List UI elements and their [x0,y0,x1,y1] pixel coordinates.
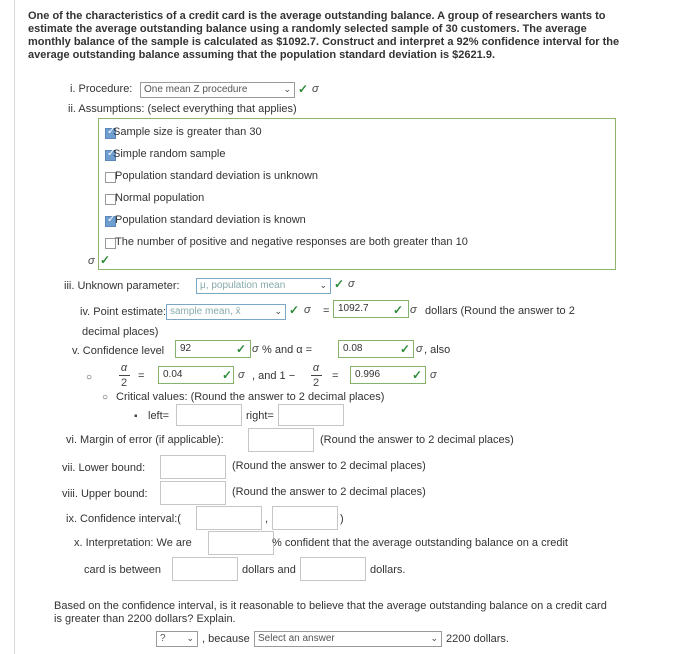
circle-bullet-icon: ○ [102,392,109,403]
interp-mid: % confident that the average outstanding balance on a credit [272,537,568,549]
lower-note: (Round the answer to 2 decimal places) [232,460,426,472]
assumption-label-5: The number of positive and negative responses are both greater than 10 [115,236,468,248]
chevron-down-icon: ⌄ [430,633,438,643]
sigma-icon: σ [88,255,95,267]
unknown-param-label: iii. Unknown parameter: [64,280,180,292]
check-icon: ✓ [298,82,309,96]
assumptions-label: ii. Assumptions: (select everything that applies) [68,103,297,115]
procedure-select[interactable] [140,82,295,98]
interp-lower-input[interactable] [172,557,238,581]
alpha-input[interactable]: 0.08 [338,340,414,358]
interp-pct-input[interactable] [208,531,274,555]
interp-label: x. Interpretation: We are [74,537,192,549]
ci-upper-input[interactable] [272,506,338,530]
question-text: Based on the confidence interval, is it reasonable to believe that the average outstanding balance on a credit card is greater than 2200 dollars? Explain. [54,600,607,625]
check-icon: ✓ [400,342,411,356]
alpha-numerator-2: α [312,362,320,374]
check-icon: ✓ [393,303,404,317]
unknown-param-select[interactable] [196,278,331,294]
point-estimate-equals: = [323,305,330,317]
assumption-label-4: Population standard deviation is known [115,214,306,226]
upper-label: viii. Upper bound: [62,488,148,500]
answer-select[interactable] [254,631,442,647]
critical-right-input[interactable] [278,404,344,426]
interp-line2c: dollars. [370,564,406,576]
chevron-down-icon: ⌄ [283,84,291,94]
sigma-icon: σ [304,304,311,316]
point-estimate-suffix: dollars (Round the answer to 2 [425,305,575,317]
assumption-label-1: Simple random sample [113,148,226,160]
fraction-bar [119,375,130,376]
check-icon: ✓ [100,253,111,267]
chevron-down-icon: ⌄ [186,633,194,643]
and-one-minus: , and 1 − [252,370,296,382]
confidence-label: v. Confidence level [72,345,165,357]
assumption-label-2: Population standard deviation is unknown [115,170,319,182]
check-icon: ✓ [222,368,233,382]
upper-note: (Round the answer to 2 decimal places) [232,486,426,498]
ci-comma: , [265,513,269,525]
one-minus-equals: = [332,370,339,382]
confidence-input[interactable]: 92 [175,340,251,358]
critical-left-input[interactable] [176,404,242,426]
assumptions-box [98,118,616,270]
problem-text: One of the characteristics of a credit card is the average outstanding balance. A group of researchers wants to estimate the average outstanding balance using a randomly selected sample of 30 customers. The average monthly balance of the sample is calculated as $1092.7. Construct and interpret a 92% confidence interval for the average outstanding balance assuming that the population standard deviation is $2621.9. [28,10,620,61]
lower-label: vii. Lower bound: [62,462,146,474]
reasonable-select-value: ? [160,633,166,644]
margin-input[interactable] [248,428,314,452]
check-icon: ✓ [334,277,345,291]
answer-select-value: Select an answer [258,633,335,644]
unknown-param-select-value: μ, population mean [200,280,286,291]
critical-right-label: right= [246,410,274,422]
also-label: , also [424,344,451,356]
assumption-label-3: Normal population [115,192,205,204]
chevron-down-icon: ⌄ [319,280,327,290]
because-label: , because [202,633,250,645]
assumption-label-0: Sample size is greater than 30 [113,126,262,138]
sigma-icon: σ [348,278,355,290]
sigma-icon: σ [252,343,259,355]
alpha-numerator: α [120,362,128,374]
point-estimate-select[interactable] [166,304,286,320]
pct-and-alpha: % and α = [262,344,313,356]
ci-close: ) [340,513,344,525]
square-bullet-icon: ▪ [134,411,138,422]
procedure-label: i. Procedure: [70,83,133,95]
circle-bullet-icon: ○ [86,372,93,383]
alpha-denominator-2: 2 [312,377,320,389]
sigma-icon: σ [410,304,417,316]
procedure-select-value: One mean Z procedure [144,84,248,95]
point-estimate-suffix-2: decimal places) [82,326,159,338]
upper-input[interactable] [160,481,226,505]
point-estimate-input[interactable]: 1092.7 [333,300,409,318]
check-icon: ✓ [289,303,300,317]
critical-left-label: left= [148,410,170,422]
one-minus-alpha-half-input[interactable]: 0.996 [350,366,426,384]
point-estimate-label: iv. Point estimate: [80,306,166,318]
fraction-bar-2 [311,375,322,376]
ci-label: ix. Confidence interval:( [66,513,181,525]
check-icon: ✓ [412,368,423,382]
sigma-icon: σ [312,83,319,95]
ci-lower-input[interactable] [196,506,262,530]
critical-label: Critical values: (Round the answer to 2 decimal places) [116,391,385,403]
margin-label: vi. Margin of error (if applicable): [66,434,224,446]
chevron-down-icon: ⌄ [274,306,282,316]
sigma-icon: σ [238,369,245,381]
interp-line2a: card is between [84,564,162,576]
interp-line2b: dollars and [242,564,296,576]
margin-note: (Round the answer to 2 decimal places) [320,434,514,446]
check-icon: ✓ [236,342,247,356]
lower-input[interactable] [160,455,226,479]
sigma-icon: σ [416,343,423,355]
alpha-half-input[interactable]: 0.04 [158,366,234,384]
interp-upper-input[interactable] [300,557,366,581]
question-suffix: 2200 dollars. [446,633,509,645]
alpha-half-equals: = [138,370,145,382]
point-estimate-select-value: sample mean, x̄ [170,306,241,317]
alpha-denominator: 2 [120,377,128,389]
reasonable-select[interactable] [156,631,198,647]
sigma-icon: σ [430,369,437,381]
